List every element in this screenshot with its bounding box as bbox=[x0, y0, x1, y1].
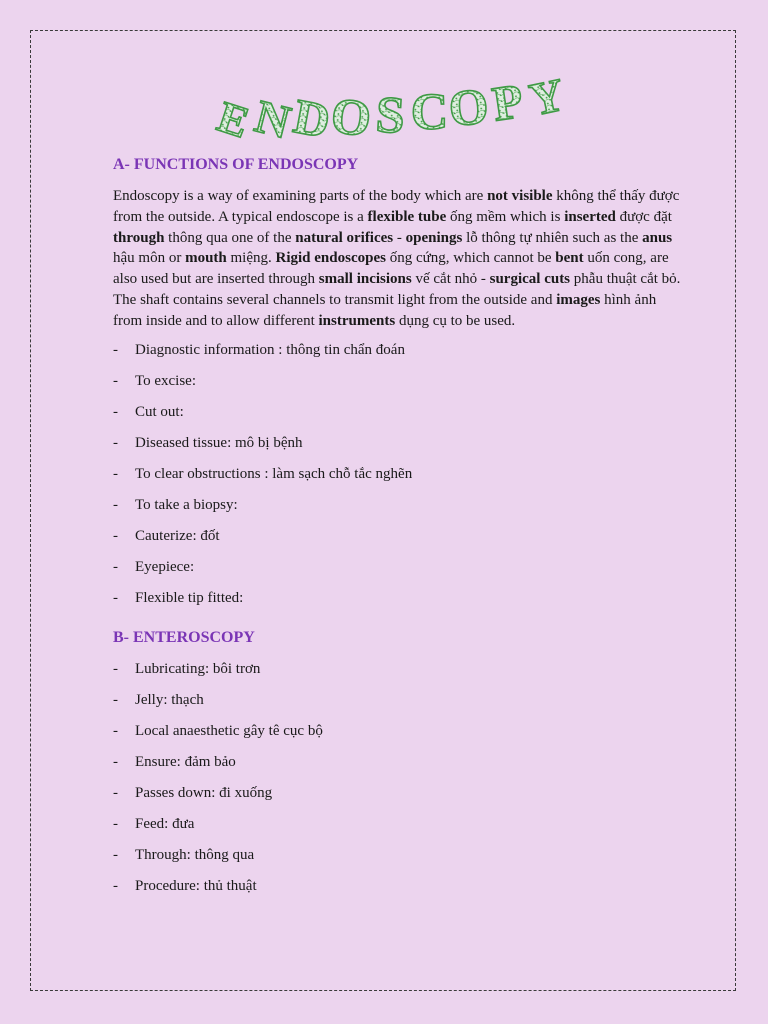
vocab-item-text: Cauterize: đốt bbox=[135, 527, 220, 544]
vocab-item-text: To clear obstructions : làm sạch chỗ tắc nghẽn bbox=[135, 465, 413, 482]
title-letter: O bbox=[446, 77, 491, 137]
paragraph-text: uốn cong, are also used but are inserted through bbox=[113, 250, 669, 288]
vocab-item bbox=[113, 721, 683, 752]
paragraph-text: lỗ thông tự nhiên such as the bbox=[462, 229, 643, 246]
vocab-item-text: Feed: đưa bbox=[135, 815, 195, 832]
paragraph-text: không thể thấy được from the outside. A typical endoscope is a bbox=[113, 188, 680, 225]
section-a-paragraph bbox=[113, 186, 683, 332]
title-letter: Y bbox=[525, 69, 569, 127]
paragraph-text: thông qua one of the bbox=[164, 229, 296, 246]
list-dash: - bbox=[113, 465, 118, 482]
title-letter: D bbox=[289, 88, 335, 149]
vocab-item bbox=[113, 371, 683, 402]
vocab-item bbox=[113, 845, 683, 876]
vocab-item bbox=[113, 433, 683, 464]
title-letter: O bbox=[327, 87, 375, 149]
paragraph-text: miệng. bbox=[226, 250, 276, 267]
bold-term: instruments bbox=[318, 312, 396, 329]
section-b-heading: B- ENTEROSCOPY bbox=[113, 628, 255, 646]
title-wordart bbox=[0, 66, 768, 156]
list-dash: - bbox=[113, 434, 118, 451]
vocab-item-text: Jelly: thạch bbox=[135, 691, 204, 708]
vocab-item-text: Diseased tissue: mô bị bệnh bbox=[135, 434, 303, 451]
list-dash: - bbox=[113, 846, 118, 863]
vocab-item bbox=[113, 659, 683, 690]
title-letter: C bbox=[410, 83, 449, 142]
list-dash: - bbox=[113, 722, 118, 739]
vocab-item bbox=[113, 495, 683, 526]
paragraph-text: - bbox=[393, 229, 406, 246]
bold-term: bent bbox=[555, 250, 584, 267]
vocab-item-text: Through: thông qua bbox=[135, 846, 255, 863]
section-b-vocab-list bbox=[113, 659, 683, 907]
vocab-item-text: Diagnostic information : thông tin chẩn đoán bbox=[135, 341, 405, 358]
vocab-item bbox=[113, 783, 683, 814]
list-dash: - bbox=[113, 496, 118, 513]
vocab-item-text: Lubricating: bôi trơn bbox=[135, 660, 261, 677]
vocab-item-text: Cut out: bbox=[135, 403, 184, 420]
vocab-item bbox=[113, 464, 683, 495]
vocab-item bbox=[113, 340, 683, 371]
vocab-item-text: Ensure: đảm bảo bbox=[135, 753, 236, 770]
title-letter: E bbox=[211, 91, 255, 148]
list-dash: - bbox=[113, 660, 118, 677]
paragraph-text: dụng cụ to be used. bbox=[395, 312, 516, 329]
bold-term: openings bbox=[405, 229, 463, 246]
section-a-vocab-list bbox=[113, 340, 683, 619]
vocab-item bbox=[113, 588, 683, 619]
paragraph-text: vế cắt nhỏ - bbox=[411, 271, 490, 288]
title-letter: N bbox=[249, 90, 296, 150]
vocab-item-text: Flexible tip fitted: bbox=[135, 589, 244, 606]
vocab-item bbox=[113, 814, 683, 845]
paragraph-text: hậu môn or bbox=[113, 250, 186, 267]
bold-term: small incisions bbox=[318, 271, 412, 288]
bold-term: Rigid endoscopes bbox=[275, 250, 386, 267]
vocab-item-text: Eyepiece: bbox=[135, 558, 195, 575]
vocab-item bbox=[113, 876, 683, 907]
bold-term: inserted bbox=[564, 208, 616, 225]
document-body bbox=[113, 154, 683, 907]
page-title bbox=[0, 66, 768, 156]
vocab-item-text: Passes down: đi xuống bbox=[135, 784, 273, 801]
vocab-item bbox=[113, 690, 683, 721]
bold-term: not visible bbox=[487, 188, 553, 204]
paragraph-text: ống mềm which is bbox=[446, 208, 565, 225]
list-dash: - bbox=[113, 589, 118, 606]
paragraph-text: hình ảnh from inside and to allow different bbox=[113, 291, 657, 329]
vocab-item-text: To excise: bbox=[135, 372, 197, 389]
vocab-item-text: Local anaesthetic gây tê cục bộ bbox=[135, 722, 323, 739]
list-dash: - bbox=[113, 341, 118, 358]
vocab-item bbox=[113, 752, 683, 783]
list-dash: - bbox=[113, 877, 118, 894]
list-dash: - bbox=[113, 527, 118, 544]
list-dash: - bbox=[113, 558, 118, 575]
bold-term: through bbox=[113, 229, 165, 246]
bold-term: images bbox=[556, 291, 601, 308]
title-letter: S bbox=[374, 86, 407, 145]
bold-term: anus bbox=[642, 229, 673, 246]
title-letter: P bbox=[488, 72, 527, 132]
vocab-item bbox=[113, 557, 683, 588]
paragraph-text: ống cứng, which cannot be bbox=[385, 250, 556, 267]
bold-term: mouth bbox=[185, 250, 227, 267]
list-dash: - bbox=[113, 753, 118, 770]
paragraph-text: được đặt bbox=[615, 208, 672, 225]
bold-term: flexible tube bbox=[367, 208, 447, 225]
section-a-heading: A- FUNCTIONS OF ENDOSCOPY bbox=[113, 156, 359, 173]
paragraph-text: phẫu thuật cắt bỏ. The shaft contains several channels to transmit light from the outside and bbox=[113, 271, 681, 308]
list-dash: - bbox=[113, 691, 118, 708]
vocab-item bbox=[113, 526, 683, 557]
vocab-item bbox=[113, 402, 683, 433]
list-dash: - bbox=[113, 815, 118, 832]
vocab-item-text: Procedure: thủ thuật bbox=[135, 877, 257, 894]
list-dash: - bbox=[113, 784, 118, 801]
list-dash: - bbox=[113, 403, 118, 420]
bold-term: surgical cuts bbox=[489, 271, 571, 288]
vocab-item-text: To take a biopsy: bbox=[135, 496, 238, 513]
paragraph-text: Endoscopy is a way of examining parts of the body which are bbox=[113, 188, 488, 204]
bold-term: natural orifices bbox=[295, 229, 394, 246]
list-dash: - bbox=[113, 372, 118, 389]
